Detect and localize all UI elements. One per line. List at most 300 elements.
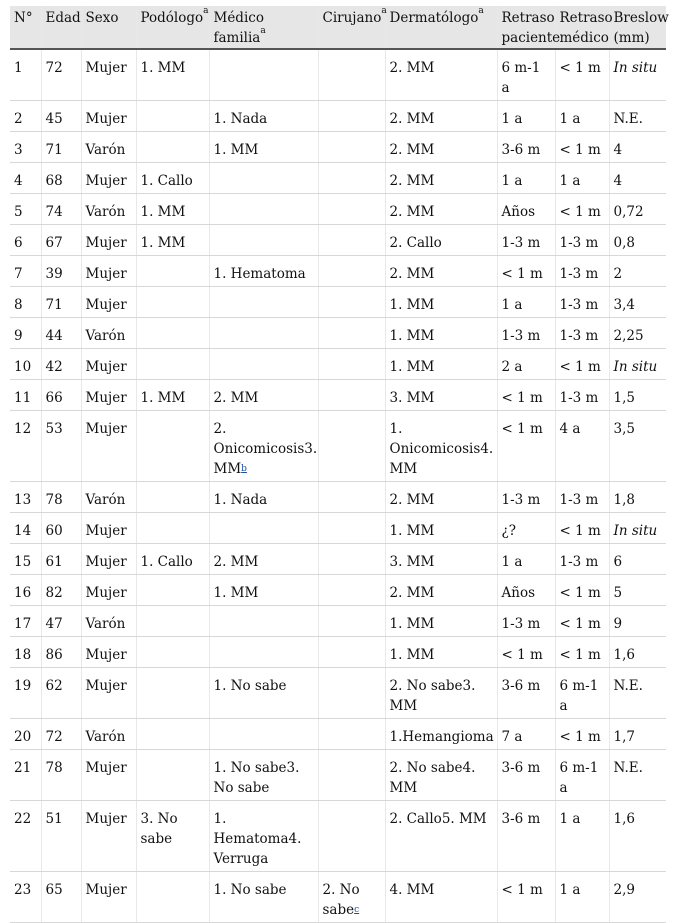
cell-doctor-delay-text: 4 a [559, 421, 581, 437]
cell-family-doctor [209, 482, 318, 513]
footnote-link[interactable]: c [354, 905, 360, 915]
cell-age-text: 62 [45, 678, 63, 694]
cell-age [41, 750, 81, 801]
cell-family-doctor-text: 2. MM [213, 554, 259, 570]
cell-age [41, 637, 81, 668]
cell-breslow [609, 194, 666, 225]
cell-doctor-delay-text: 6 m-1 a [559, 678, 599, 714]
cell-patient-delay-text: Años [501, 204, 535, 220]
footnote-link[interactable]: b [241, 464, 247, 474]
cell-sex-text: Mujer [85, 585, 127, 601]
cell-dermatologist-text: 2. No sabe4. MM [389, 760, 476, 796]
column-header-label: Dermatólogo [389, 10, 479, 26]
cell-dermatologist [385, 256, 497, 287]
cell-doctor-delay-text: 1-3 m [559, 266, 599, 282]
cell-breslow [609, 256, 666, 287]
cell-sex [81, 49, 136, 101]
cell-sex [81, 544, 136, 575]
cell-podiatrist [136, 101, 209, 132]
table-header-row [10, 6, 666, 49]
cell-family-doctor-text: 1. Hematoma4. Verruga [213, 811, 302, 867]
cell-number-text: 4 [14, 173, 23, 189]
cell-dermatologist-text: 2. MM [389, 60, 435, 76]
cell-dermatologist-text: 1. MM [389, 297, 435, 313]
column-header [497, 6, 561, 49]
cell-sex-text: Mujer [85, 390, 127, 406]
cell-dermatologist-text: 1. Onicomicosis4. MM [389, 421, 494, 477]
cell-podiatrist [136, 668, 209, 719]
cell-number [10, 801, 41, 872]
cell-breslow-text: 3,5 [613, 421, 635, 437]
cell-dermatologist-text: 1. MM [389, 328, 435, 344]
table-row [10, 544, 666, 575]
cell-dermatologist [385, 513, 497, 544]
cell-sex-text: Varón [85, 616, 126, 632]
cell-number-text: 19 [14, 678, 32, 694]
cell-number [10, 349, 41, 380]
cell-podiatrist [136, 380, 209, 411]
cell-age [41, 801, 81, 872]
cell-number-text: 12 [14, 421, 32, 437]
cell-breslow [609, 513, 666, 544]
cell-breslow [609, 482, 666, 513]
cell-number-text: 2 [14, 111, 23, 127]
cell-breslow-text: 2,9 [613, 882, 635, 898]
cell-doctor-delay-text: < 1 m [559, 60, 601, 76]
cell-number [10, 132, 41, 163]
cell-sex [81, 411, 136, 482]
cell-patient-delay [497, 544, 555, 575]
cell-dermatologist-text: 1. MM [389, 523, 435, 539]
column-header-label: Sexo [85, 10, 119, 26]
cell-sex-text: Mujer [85, 235, 127, 251]
cell-dermatologist [385, 872, 497, 923]
cell-breslow [609, 101, 666, 132]
cell-number-text: 11 [14, 390, 32, 406]
cell-sex-text: Mujer [85, 359, 127, 375]
footnote-marker: a [260, 26, 266, 36]
cell-number [10, 101, 41, 132]
cell-patient-delay [497, 380, 555, 411]
cell-age-text: 78 [45, 492, 63, 508]
column-header-label: Cirujano [322, 10, 382, 26]
cell-patient-delay-text: 3-6 m [501, 811, 541, 827]
cell-dermatologist-text: 1. MM [389, 359, 435, 375]
cell-surgeon [318, 380, 385, 411]
cell-family-doctor-text: 1. Nada [213, 492, 268, 508]
column-header-label: Breslow (mm) [613, 10, 669, 46]
cell-doctor-delay [555, 380, 609, 411]
cell-age-text: 72 [45, 729, 63, 745]
cell-surgeon [318, 287, 385, 318]
cell-dermatologist-text: 3. MM [389, 554, 435, 570]
cell-doctor-delay-text: 1-3 m [559, 492, 599, 508]
cell-patient-delay-text: 1 a [501, 111, 523, 127]
table-row [10, 49, 666, 101]
cell-sex [81, 256, 136, 287]
cell-doctor-delay-text: < 1 m [559, 585, 601, 601]
cell-family-doctor [209, 256, 318, 287]
cell-patient-delay [497, 163, 555, 194]
cell-number-text: 7 [14, 266, 23, 282]
cell-age-text: 74 [45, 204, 63, 220]
cell-dermatologist [385, 49, 497, 101]
cell-number [10, 225, 41, 256]
cell-sex-text: Mujer [85, 266, 127, 282]
cell-age [41, 225, 81, 256]
cell-breslow-text: 0,8 [613, 235, 635, 251]
cell-surgeon [318, 637, 385, 668]
column-header [41, 6, 81, 49]
table-row [10, 575, 666, 606]
cell-dermatologist-text: 2. MM [389, 585, 435, 601]
cell-patient-delay-text: 3-6 m [501, 678, 541, 694]
cell-sex-text: Varón [85, 204, 126, 220]
cell-age [41, 380, 81, 411]
cell-patient-delay [497, 668, 555, 719]
cell-patient-delay [497, 637, 555, 668]
cell-podiatrist [136, 544, 209, 575]
cell-patient-delay-text: 1-3 m [501, 328, 541, 344]
cell-age-text: 47 [45, 616, 63, 632]
cell-doctor-delay-text: < 1 m [559, 616, 601, 632]
cell-age [41, 101, 81, 132]
cell-age-text: 68 [45, 173, 63, 189]
cell-number [10, 194, 41, 225]
table-row [10, 287, 666, 318]
cell-doctor-delay [555, 719, 609, 750]
cell-patient-delay [497, 49, 555, 101]
cell-age-text: 71 [45, 142, 63, 158]
cell-breslow [609, 163, 666, 194]
cell-podiatrist [136, 606, 209, 637]
cell-dermatologist-text: 2. MM [389, 204, 435, 220]
cell-family-doctor [209, 287, 318, 318]
cell-surgeon [318, 318, 385, 349]
footnote-marker: a [203, 6, 209, 16]
cell-patient-delay [497, 318, 555, 349]
cell-surgeon [318, 49, 385, 101]
column-header-label: Retraso médico [559, 10, 613, 46]
cell-family-doctor [209, 606, 318, 637]
cell-patient-delay-text: < 1 m [501, 266, 543, 282]
cell-patient-delay-text: < 1 m [501, 882, 543, 898]
cell-family-doctor [209, 380, 318, 411]
cell-number-text: 18 [14, 647, 32, 663]
cell-sex [81, 575, 136, 606]
cell-patient-delay [497, 482, 555, 513]
table-row [10, 380, 666, 411]
cell-sex [81, 872, 136, 923]
cell-podiatrist [136, 575, 209, 606]
cell-doctor-delay [555, 287, 609, 318]
cell-number [10, 575, 41, 606]
cell-number-text: 14 [14, 523, 32, 539]
cell-patient-delay [497, 256, 555, 287]
cell-sex-text: Mujer [85, 421, 127, 437]
cell-patient-delay [497, 575, 555, 606]
cell-doctor-delay [555, 872, 609, 923]
cell-number [10, 544, 41, 575]
table-row [10, 411, 666, 482]
cell-doctor-delay [555, 482, 609, 513]
column-header [209, 6, 318, 49]
cell-surgeon [318, 194, 385, 225]
cell-dermatologist [385, 606, 497, 637]
cell-number [10, 482, 41, 513]
cell-podiatrist-text: 1. Callo [140, 554, 193, 570]
cell-age [41, 318, 81, 349]
table-row [10, 318, 666, 349]
cell-number-text: 9 [14, 328, 23, 344]
cell-patient-delay-text: 3-6 m [501, 142, 541, 158]
cell-number [10, 750, 41, 801]
cell-patient-delay [497, 132, 555, 163]
cell-patient-delay [497, 287, 555, 318]
cell-breslow-text: 4 [613, 142, 623, 158]
cell-surgeon [318, 668, 385, 719]
cell-number-text: 17 [14, 616, 32, 632]
cell-age [41, 544, 81, 575]
table-row [10, 606, 666, 637]
cell-dermatologist [385, 668, 497, 719]
cell-sex-text: Mujer [85, 60, 127, 76]
cell-podiatrist [136, 225, 209, 256]
cell-doctor-delay-text: < 1 m [559, 204, 601, 220]
cell-age [41, 132, 81, 163]
table-row [10, 513, 666, 544]
cell-family-doctor-text: 1. No sabe3. No sabe [213, 760, 300, 796]
cell-dermatologist [385, 637, 497, 668]
cell-surgeon [318, 872, 385, 923]
cell-family-doctor-text: 1. No sabe [213, 678, 287, 694]
cell-dermatologist-text: 2. MM [389, 111, 435, 127]
cell-doctor-delay-text: 6 m-1 a [559, 760, 599, 796]
cell-breslow-text: 4 [613, 173, 623, 189]
cell-number [10, 49, 41, 101]
cell-podiatrist [136, 513, 209, 544]
cell-dermatologist [385, 163, 497, 194]
cell-patient-delay [497, 411, 555, 482]
footnote-marker: a [381, 6, 387, 16]
cell-number-text: 6 [14, 235, 23, 251]
cell-number-text: 21 [14, 760, 32, 776]
cell-family-doctor [209, 225, 318, 256]
cell-age-text: 78 [45, 760, 63, 776]
cell-age-text: 42 [45, 359, 63, 375]
table-row [10, 101, 666, 132]
cell-podiatrist [136, 194, 209, 225]
cell-family-doctor-text: 1. MM [213, 142, 259, 158]
cell-patient-delay-text: ¿? [501, 523, 516, 539]
cell-doctor-delay [555, 256, 609, 287]
cell-patient-delay-text: 1-3 m [501, 616, 541, 632]
cell-breslow-text: 6 [613, 554, 623, 570]
cell-age [41, 256, 81, 287]
cell-surgeon [318, 719, 385, 750]
cell-dermatologist [385, 318, 497, 349]
cell-breslow [609, 225, 666, 256]
cell-surgeon [318, 132, 385, 163]
cell-dermatologist-text: 2. Callo [389, 235, 442, 251]
cell-sex [81, 513, 136, 544]
cell-family-doctor [209, 163, 318, 194]
cell-doctor-delay-text: 1-3 m [559, 554, 599, 570]
cell-patient-delay-text: 6 m-1 a [501, 60, 541, 96]
cell-breslow [609, 872, 666, 923]
cell-patient-delay [497, 225, 555, 256]
table-row [10, 349, 666, 380]
cell-patient-delay-text: 1 a [501, 173, 523, 189]
cell-doctor-delay [555, 750, 609, 801]
column-header [385, 6, 497, 49]
cell-podiatrist [136, 637, 209, 668]
cell-sex [81, 101, 136, 132]
cell-number-text: 15 [14, 554, 32, 570]
cell-podiatrist [136, 411, 209, 482]
table-row [10, 482, 666, 513]
footnote-marker: a [478, 6, 484, 16]
cell-breslow-text: N.E. [613, 111, 643, 127]
cell-doctor-delay-text: 1 a [559, 882, 581, 898]
cell-sex-text: Varón [85, 328, 126, 344]
cell-age-text: 39 [45, 266, 63, 282]
table-row [10, 668, 666, 719]
cell-number-text: 8 [14, 297, 23, 313]
cell-doctor-delay-text: < 1 m [559, 729, 601, 745]
cell-dermatologist-text: 2. Callo5. MM [389, 811, 487, 827]
cell-breslow-text: N.E. [613, 760, 643, 776]
cell-dermatologist [385, 194, 497, 225]
cell-breslow [609, 287, 666, 318]
cell-family-doctor-text: 1. MM [213, 585, 259, 601]
cell-breslow [609, 575, 666, 606]
cell-breslow [609, 719, 666, 750]
cell-surgeon [318, 349, 385, 380]
cell-podiatrist-text: 3. No sabe [140, 811, 178, 847]
cell-breslow-text: 0,72 [613, 204, 644, 220]
cell-family-doctor [209, 872, 318, 923]
cell-breslow [609, 637, 666, 668]
table-row [10, 132, 666, 163]
cell-sex [81, 225, 136, 256]
cell-breslow [609, 411, 666, 482]
cell-sex [81, 750, 136, 801]
table-body [10, 49, 666, 923]
cell-age [41, 287, 81, 318]
column-header [609, 6, 669, 49]
cell-patient-delay-text: 1-3 m [501, 492, 541, 508]
cell-family-doctor-text: 1. No sabe [213, 882, 287, 898]
cell-doctor-delay-text: 1-3 m [559, 390, 599, 406]
cell-breslow-text: 9 [613, 616, 623, 632]
cell-doctor-delay [555, 575, 609, 606]
cell-breslow [609, 668, 666, 719]
cell-family-doctor [209, 194, 318, 225]
table-row [10, 872, 666, 923]
cell-family-doctor [209, 101, 318, 132]
cell-dermatologist [385, 750, 497, 801]
cell-breslow-text: In situ [613, 60, 658, 76]
cell-number-text: 10 [14, 359, 32, 375]
cell-age-text: 71 [45, 297, 63, 313]
cell-sex-text: Mujer [85, 297, 127, 313]
column-header-label: Médico familia [213, 10, 264, 46]
cell-sex-text: Mujer [85, 554, 127, 570]
column-header-label: Podólogo [140, 10, 204, 26]
cell-doctor-delay-text: 1 a [559, 173, 581, 189]
cell-breslow [609, 544, 666, 575]
cell-sex-text: Mujer [85, 173, 127, 189]
cell-dermatologist [385, 380, 497, 411]
cell-patient-delay-text: 1 a [501, 554, 523, 570]
cell-number [10, 606, 41, 637]
cell-family-doctor [209, 801, 318, 872]
cell-dermatologist [385, 349, 497, 380]
cell-surgeon [318, 801, 385, 872]
cell-family-doctor-text: 1. Hematoma [213, 266, 306, 282]
cell-patient-delay-text: 1 a [501, 297, 523, 313]
cell-sex-text: Varón [85, 142, 126, 158]
column-header [10, 6, 41, 49]
cell-patient-delay [497, 194, 555, 225]
cell-patient-delay-text: < 1 m [501, 390, 543, 406]
cell-patient-delay-text: 1-3 m [501, 235, 541, 251]
cell-age [41, 194, 81, 225]
cell-number-text: 20 [14, 729, 32, 745]
cell-dermatologist-text: 2. MM [389, 173, 435, 189]
cell-surgeon [318, 575, 385, 606]
cell-patient-delay-text: Años [501, 585, 535, 601]
cell-breslow [609, 380, 666, 411]
cell-sex [81, 349, 136, 380]
cell-family-doctor [209, 49, 318, 101]
cell-breslow-text: 1,8 [613, 492, 635, 508]
cell-patient-delay [497, 801, 555, 872]
cell-breslow [609, 49, 666, 101]
cell-number-text: 3 [14, 142, 23, 158]
cell-surgeon [318, 225, 385, 256]
cell-podiatrist [136, 719, 209, 750]
cell-number [10, 719, 41, 750]
cell-sex-text: Mujer [85, 523, 127, 539]
cell-sex-text: Varón [85, 492, 126, 508]
cell-age [41, 163, 81, 194]
cell-podiatrist [136, 872, 209, 923]
cell-patient-delay [497, 513, 555, 544]
cell-sex-text: Mujer [85, 811, 127, 827]
cell-patient-delay [497, 750, 555, 801]
cell-family-doctor [209, 575, 318, 606]
cell-podiatrist-text: 1. MM [140, 60, 186, 76]
cell-doctor-delay [555, 163, 609, 194]
cell-sex-text: Mujer [85, 111, 127, 127]
column-header [136, 6, 209, 49]
cell-patient-delay [497, 606, 555, 637]
cell-doctor-delay-text: 1 a [559, 111, 581, 127]
cell-surgeon [318, 544, 385, 575]
cell-dermatologist-text: 2. No sabe3. MM [389, 678, 476, 714]
column-header-label: Edad [45, 10, 81, 26]
cell-family-doctor [209, 513, 318, 544]
cell-breslow-text: In situ [613, 359, 658, 375]
cell-number [10, 318, 41, 349]
cell-age [41, 606, 81, 637]
cell-family-doctor [209, 750, 318, 801]
cell-podiatrist [136, 318, 209, 349]
cell-doctor-delay [555, 637, 609, 668]
table-row [10, 225, 666, 256]
